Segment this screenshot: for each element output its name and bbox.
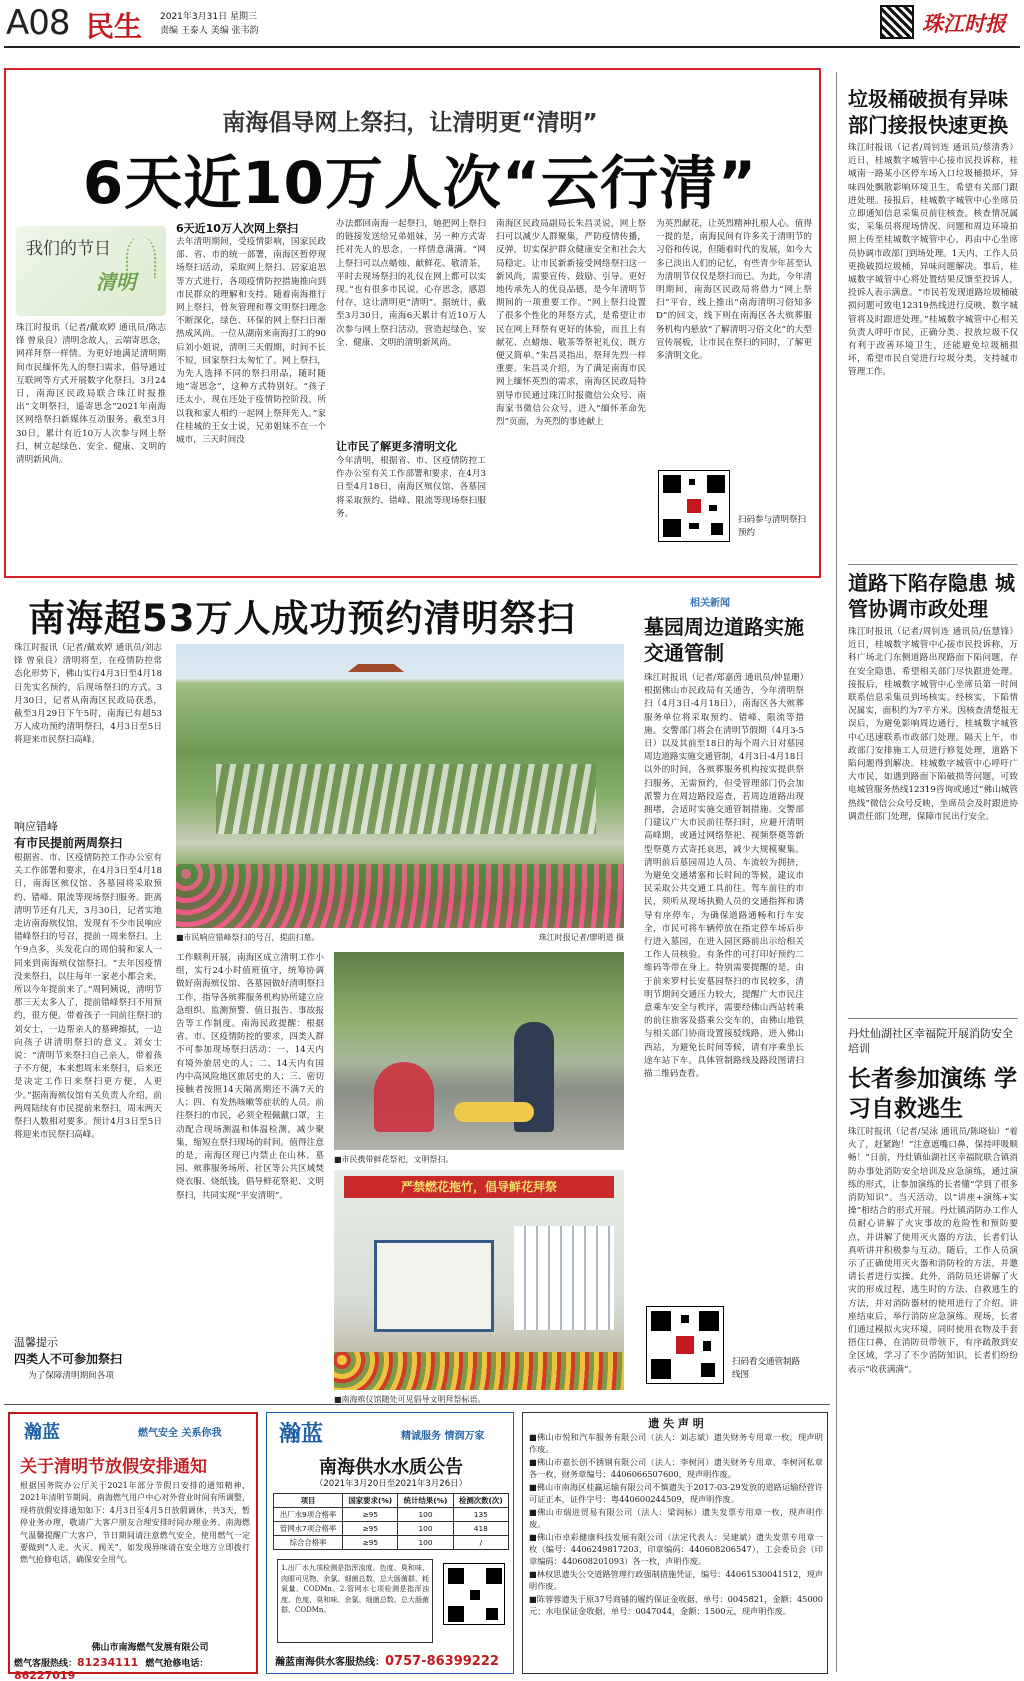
feature-headline: 6天近10万人次“云行清” (82, 149, 758, 217)
festival-logo (16, 226, 166, 316)
water-table-cell: ≥95 (343, 1522, 398, 1536)
related-news-title: 墓园周边道路实施交通管制 (644, 615, 804, 665)
gas-body: 根据国务院办公厅关于2021年部分节假日安排的通知精神，2021年清明节期间，南海燃气用户中心对外营业时间有所调整，现将放假安排通知如下：4月3日至4月5日放假调休，共3天，暂停业务办理，敬请广大客户朋友合理安排时间办理业务。南海燃气温馨提醒广大客户，节日期间请注意燃气安全，使用燃气一定要做到“人走、火灭、阀关”，如发现异味请在安全地方立即拨打燃气抢修电话，确保安全用气。 (20, 1481, 250, 1565)
water-table-header: 检测次数(次) (453, 1494, 508, 1508)
feature-col2: 去年清明期间，受疫情影响，国家民政部、省、市的统一部署，南海区暂停现场祭扫活动，采取网上祭扫、居家追思等方式进行，各项疫情防控措施推向到市民群众的理解和支持。随着南海推行网上祭扫，骨灰管理和尊文明祭扫理念不断深化，绿色、环保的网上祭扫日渐热成风尚。一位从湖南来南海打工的90后刘小姐说，清明三天假期，时间不长不短，回家祭扫太匆忙了。网上祭扫，为先人选择不同的祭扫用品，随时随地“寄思念”，这种方式特别好。“孩子还太小，现在还处于疫情防控阶段，所以我和家人相约一起网上祭拜先人。”家住桂城的王女士说，兄弟姐妹不在一个城市，三天时间没 (176, 237, 326, 446)
main-sub2: 温馨提示 (14, 1336, 58, 1349)
masthead-rule (4, 46, 1020, 48)
water-title: 南海供水水质公告 (319, 1457, 463, 1478)
photo3-caption: ■南海殡仪馆随处可见倡导文明拜祭标语。 (334, 1395, 486, 1404)
traffic-qr-code[interactable] (646, 1306, 724, 1384)
water-table-cell: 100 (398, 1508, 453, 1522)
water-table-cell: 管网水7项合格率 (274, 1522, 343, 1536)
right-article2-body: 珠江时报讯（记者/周钊连 通讯员/伍慧锋）近日，桂城数字城管中心接市民投诉称，万科广场北门东侧道路出现路面下陷问题，存在安全隐患，希望相关部门尽快跟进处理。接报后，桂城数字城管中心坐席员第一时间联系信息采集员到场核实。经核实，下陷情况属实，面积约为7平方米。因核查清楚报无误后，为避免影响周边通行，桂城数字城管中心迅速联系市政部门处理。隔天上午，市政部门安排施工人员进行修复处理，道路下陷问题得到解决。桂城数字城管中心呼吁广大市民，如遇到路面下陷破损等问题，可致电城管服务热线12319咨询或通过“佛山城管热线”微信公众号反映，坐席员会及时跟进协调责任部门处理，保障市民出行安全。 (848, 627, 1018, 822)
section-name: 民生 (86, 10, 143, 43)
gas-brand: 瀚蓝 (24, 1422, 60, 1443)
water-table-cell: ≥95 (343, 1536, 398, 1550)
right-article1-title: 垃圾桶破损有异味 部门接报快速更换 (848, 87, 1008, 137)
main-col1b: 根据省、市、区疫情防控工作办公室有关工作部署和要求，在4月3日至4月18日，南海区殡仪馆、各墓园将采取预约、错峰、限流等现场祭扫服务。距离清明节还有几天，3月30日，记者实地走访南海殡仪馆，发现有不少市民响应错峰祭扫的号召，提前一周来祭扫。上午9点多，头发花白的周伯骑和家人一同来到南海殡仪馆祭扫。“去年因疫情没来祭扫，以往每年一家老小都会来，所以今年提前来了。”周阿姨说，清明节那三天太多人了，提前错峰祭扫不用预约，很方便。带着孩子一同前往祭扫的刘女士，一边帮亲人的墓碑擦拭，一边向孩子讲清明祭扫的意义。刘女士说：“清明节来祭扫自己亲人，带着孩子不方便，本来想周末来祭扫，后来还是决定工作日来祭扫更方便，人更少。”据南海殡仪馆有关负责人介绍，前两周陆续有市民提前来祭扫，周末两天祭扫人数相对要多。预计4月3日至5日将迎来市民祭扫高峰。 (14, 853, 162, 1141)
main-col2: 工作顺利开展，南海区成立清明工作小组，实行24小时值班值守，统筹协调做好南海殡仪馆、各墓园做好清明祭扫工作，指导各殡葬服务机构协所建立应急组织、监测预警、值日报告、事故报告等工作制度。南海民政提醒：根据省、市、区疫情防控的要求，四类人群不可参加现场祭扫活动：一、14天内有境外旅居史的人；二、14天内有国内中高风险地区旅居史的人；三、密切接触者按照14天隔离期还不满7天的人；四、有发热咳嗽等症状的人员。前往祭扫的市民，必须全程佩戴口罩，主动配合现场测温和体温检测，减少聚集，缩短在祭扫现场的时间。值得注意的是，南海区现已内禁止在山林、墓园、殡葬服务场所、社区等公共区域焚烧衣服、烧纸钱，倡导鲜花祭祀、文明祭扫，共同实现“平安清明”。 (176, 953, 324, 1201)
water-brand: 瀚蓝 (279, 1422, 324, 1447)
main-headline: 南海超53万人成功预约清明祭扫 (28, 597, 576, 640)
related-news-label: 相关新闻 (690, 598, 730, 609)
lost-notice-item: ■林权思遗失公交道路管理行政强制措施凭证，编号：44061530041512，现声明作废。 (529, 1569, 823, 1591)
water-table-cell: 100 (398, 1536, 453, 1550)
water-table-header: 统计结果(%) (398, 1494, 453, 1508)
water-table-row (274, 1536, 509, 1550)
right-column-divider (836, 72, 837, 1672)
main-sub2b: 四类人不可参加祭扫 (14, 1352, 123, 1366)
lost-notices (522, 1412, 828, 1674)
paper-name: 珠江时报 (922, 12, 1006, 36)
editor-line: 责编 王泰人 美编 张韦韵 (160, 26, 259, 36)
ad-strip-rule (4, 1404, 830, 1405)
feature-col2-head: 6天近10万人次网上祭扫 (176, 222, 298, 235)
feature-col3: 办法都回南海一起祭扫，她把网上祭扫的链接发送给兄弟姐妹，另一种方式寄托对先人的思念，一样情意满满。“网上祭扫可以点蜡烛、献鲜花、敬清茶，平时去现场祭扫的礼仪在网上都可以实现。”也有很多市民说，心存思念，感恩付存，这让清明更“清明”。据统计，截至3月30日，南海6天累计有近10万人次参与网上祭扫活动，营造起绿色、安全、健康、文明的清明新风尚。 (336, 219, 486, 348)
right-article3-body: 珠江时报讯（记者/吴泳 通讯员/陈晓仙）“着火了，赶紧跑！”注意遮嘴口鼻，保持呼吸顺畅！”日前，丹灶镇仙湖社区幸福院联合镇消防办事处消防安全培训及应急演练，通过演练的形式，让参加演练的长者懂“学到了很多消防知识”。当天活动，以“讲座+演练+实操”相结合的形式开展。丹灶镇消防办工作人员耐心讲解了火灾事故的危险性和预防要点，并讲解了使用灭火器的方法，长者们认真听讲并积极参与互动。随后，工作人员演示了正确使用灭火器和消防栓的方法，并邀请长者进行实操。此外，消防员还讲解了火灾的形成过程、逃生时的方法、自救逃生的方法，并对消防器材的使用进行了介绍。讲座结束后，举行消防应急演练。现场，长者们通过模拟火灾环境，同时使用衣物及手套捂住口鼻，在消防员带领下，有序疏散到安全区域，学习了不少消防知识，长者们纷纷表示“收获满满”。 (848, 1127, 1018, 1375)
water-table-cell: ≥95 (343, 1508, 398, 1522)
feature-qr-caption: 扫码参与清明祭扫预约 (738, 515, 807, 538)
banner-text: 严禁燃花拖竹，倡导鲜花拜祭 (344, 1176, 614, 1198)
page-number: A08 (6, 3, 70, 43)
right-article2-title: 道路下陷存隐患 城管协调市政处理 (848, 571, 1015, 621)
lost-notice-item: ■佛山市南海区桂赢运输有限公司不慎遗失于2017-03-29发放的道路运输经营许可证正本，证件字号：粤440600244509，现声明作废。 (529, 1482, 823, 1504)
main-sub1: 响应错峰 (14, 820, 58, 833)
water-quality-table (273, 1493, 509, 1550)
feature-col1: 珠江时报讯（记者/戴欢婷 通讯员/陈志锋 曾泉良）清明念故人，云端寄思念，网祥拜祭一样情。为更好地满足清明期间市民缅怀先人的祭扫需求，倡导通过互联网等方式开展数字化祭扫。3月24日，南海区民政局联合珠江时报推出“文明祭扫，遥寄思念”2021年南海区网络祭扫新媒体互动服务。截至3月30日，累计有近10万人次参与网上祭扫，树立起绿色、安全、健康、文明的清明新风尚。 (16, 323, 166, 466)
lost-notices-title: 遗 失 声 明 (648, 1417, 704, 1430)
water-table-row (274, 1522, 509, 1536)
cemetery-photo (176, 644, 624, 928)
photo1-credit: 珠江时报记者/廖明道 摄 (538, 933, 624, 942)
water-hotline-label: 瀚蓝南海供水客服热线： (275, 1657, 385, 1668)
water-table-header: 项目 (274, 1494, 343, 1508)
lost-notice-item: ■佛山市嘉长创不锈钢有限公司（法人：李树河）遗失财务专用章、李树河私章各一枚，财务章编号：4406066507600，现声明作废。 (529, 1457, 823, 1479)
traffic-qr-caption: 扫码看交通管制路线图 (732, 1357, 801, 1380)
gas-slogan: 燃气安全 关系你我 (138, 1428, 222, 1439)
lost-notice-item: ■陈蓉蓉遗失于原37号商铺的履约保证金收据，单号：0045821，金额：45000元；水电保证金收据，单号：0047044，金额：1500元，现声明作废。 (529, 1594, 823, 1616)
water-table-cell: 出厂水9项合格率 (274, 1508, 343, 1522)
masthead-logo-icon (880, 5, 914, 39)
lost-notices-list (529, 1431, 823, 1671)
gas-hotline (14, 1656, 256, 1681)
water-table-cell: 135 (453, 1508, 508, 1522)
feature-col3-head: 让市民了解更多清明文化 (336, 440, 457, 453)
feature-col4: 南海区民政局副局长朱昌灵说，网上祭扫可以减少人群聚集，严防疫情传播，反弹，切实保护群众健康安全和社会大局稳定。让市民新新接受网络祭扫这一新风尚，需要宣传、鼓励、引导。更好地传承先人的优良品德，是今年清明节期间的一项重要工作。“网上祭扫设置了很多个性化的拜祭方式，是希望让市民在网上拜祭有更好的体验，而且上有献花、点蜡烛、敬茶等祭祀礼仪，既方便又简单。”朱昌灵指出，祭拜先烈一样重要。朱昌灵介绍，为了满足南海市民网上缅怀英烈的需求，南海区民政局特别导市民通过珠江时报微信公众号、南海家书微信公众号，进入“缅怀革命先烈”页面，为英烈的事迹献上 (496, 219, 646, 428)
willow-icon (126, 236, 156, 278)
water-table-header: 国家要求(%) (343, 1494, 398, 1508)
water-hotline (275, 1653, 511, 1669)
water-quality-ad (266, 1412, 514, 1674)
gas-hotline-number: 81234111 (77, 1656, 139, 1669)
main-col1c: 为了保障清明期间各项 (28, 1371, 114, 1381)
right-article1-body: 珠江时报讯（记者/周钊连 通讯员/蔡清秀）近日，桂城数字城管中心接市民投诉称，桂城南一路某小区停车场入口垃圾桶损坏，异味四处飘散影响环境卫生，希望有关部门跟进处理。接报后，桂城数字城管中心坐席员立即通知信息采集员前往核查。核查情况属实，采集员将现场情况、问题和周边环境拍照上传至桂城数字城管中心，再由中心坐席员协调市政部门到场处理。1天内，工作人员更换破损垃圾桶，异味问题解决。事后，桂城数字城管中心将处置结果反馈至投诉人，投诉人表示满意。“市民若发现道路垃圾桶破损问题可致电12319热线进行反映，数字城管将及时跟进处理。”桂城数字城管中心相关负责人呼吁市民，正确分类、投放垃圾不仅有利于改善环境卫生，还能避免垃圾桶损坏，希望市民自觉进行垃圾分类，支持城市管理工作。 (848, 143, 1018, 378)
right-article3-title: 长者参加演练 学习自救逃生 (848, 1066, 1018, 1122)
water-table-cell: 418 (453, 1522, 508, 1536)
water-table-cell: 综合合格率 (274, 1536, 343, 1550)
pavilion-icon (348, 646, 404, 672)
flower-visitors-photo (334, 952, 624, 1150)
feature-kicker: 南海倡导网上祭扫，让清明更“清明” (222, 110, 598, 136)
water-table-cell: 100 (398, 1522, 453, 1536)
date-line: 2021年3月31日 星期三 (160, 12, 257, 22)
slogan-banner-photo (334, 1170, 624, 1390)
water-period: （2021年3月20日至2021年3月26日） (314, 1479, 468, 1489)
gas-hotline-label: 燃气客服热线： (14, 1659, 78, 1669)
gas-repair-number: 86227019 (14, 1669, 76, 1681)
lost-notice-item: ■佛山市悦和汽车服务有限公司（法人：刘志斌）遗失财务专用章一枚，现声明作废。 (529, 1432, 823, 1454)
main-col1: 珠江时报讯（记者/戴欢婷 通讯员/刘志锋 曾泉良）清明将至，在疫情防控常态化形势下，佛山实行4月3日至4月18日先实名预约，后现场祭扫的方式。3月30日，记者从南海区民政局获悉，截至3月29日下午5时，南海已有超53万人成功预约清明祭扫，4月3日至5日将迎来市民祭扫高峰。 (14, 643, 162, 746)
related-news-body: 珠江时报讯（记者/郑嘉茵 通讯员/钟显珊）根据佛山市民政局有关通告，今年清明祭扫（4月3日-4月18日），南海区各大殡葬服务单位将采取预约、错峰、限流等措施。交警部门将会在清明节假期（4月3-5日）以及其前至18日的每个周六日对墓园周边道路实施交通管制，4月3日-4月18日以外的时间，各殡葬服务机构按实提供祭扫服务，无需预约，但受管理部门仍会加派警力在周边路段巡查，若周边道路出现拥堵，会适时实施交通管制措施。交警部门建议广大市民前往祭扫时，应避开清明高峰期，或通过网络祭祀、视频祭奠等新型祭奠方式寄托哀思，减少大规模聚集。清明前后墓园周边人员、车流较为拥挤，为避免交通堵塞和长时间的等候，建议市民采取公共交通工具前往。驾车前往的市民，须听从现场执勤人员的交通指挥和诱导有序停车，为确保道路通畅和行车安全，市民可将车辆停放在指定停车场后步行进入墓园，在进入园区路前出示给相关工作人员核验。有条件的可打印好预约二维码等带在身上。特别需要提醒的是，由于前来罗村长安墓园祭扫的市民较多，清明节期间交通压力较大，提醒广大市民注意乘车安全与秩序，需要经佛山西站转乘的前往旅客及搭乘公交车的，由佛山地铁与相关部门协商设置接驳线路，进入佛山西站，为避免长时间等候，请有序乘坐长途车站下车。具体管制路线及路段图请扫描二维码查看。 (644, 673, 804, 1080)
photo1-caption: ■市民响应错峰祭扫的号召，提前扫墓。 (176, 933, 320, 942)
gas-notice-ad (8, 1412, 258, 1681)
festival-logo-text: 我们的节日 (26, 239, 111, 259)
lost-notice-item: ■佛山市瑞进贸易有限公司（法人：梁润标）遗失发票专用章一枚，现声明作废。 (529, 1507, 823, 1529)
water-note: 1.出厂水九项检测是指浑浊度、色度、臭和味、肉眼可见物、余氯、细菌总数、总大肠菌群、耗氧量、CODMn。2.管网水七项检测是指浑浊度、色度、臭和味、余氯、细菌总数、总大肠菌群、CODMn。 (277, 1559, 433, 1643)
water-table-cell: / (453, 1536, 508, 1550)
feature-col3b: 今年清明，根据省、市、区疫情防控工作办公室有关工作部署和要求，在4月3日至4月18日，南海区殡仪馆、各墓园将采取预约、错峰、限流等现场祭扫服务。 (336, 456, 486, 519)
main-sub1b: 有市民提前两周祭扫 (14, 836, 123, 850)
gas-repair-label: 燃气抢修电话： (145, 1659, 209, 1669)
photo2-caption: ■市民携带鲜花祭祀，文明祭扫。 (334, 1155, 454, 1164)
gas-title: 关于清明节放假安排通知 (20, 1457, 207, 1477)
feature-qr-code[interactable] (658, 470, 730, 542)
festival-logo-sub: 清明 (96, 270, 136, 294)
gas-company: 佛山市南海燃气发展有限公司 (91, 1643, 209, 1653)
water-slogan: 精诚服务 情润万家 (401, 1431, 485, 1442)
feature-col5: 为英烈献花，让英烈精神扎根人心。值得一提的是，南海民间有许多关于清明节的习俗和传说，但随着时代的发展，如今大多已淡出人们的记忆，有些青少年甚至认为清明节仅仅是祭扫而已。为此，今年清明期间，南海区民政局将借力“网上祭扫”平台，线上推出“南海清明习俗知多D”的回文，线下则在南海区各大殡葬服务机构内悬放“了解清明习俗文化”的大型宣传展板，让市民在祭扫的同时，了解更多清明文化。 (656, 219, 812, 362)
water-hotline-number: 0757-86399222 (385, 1654, 499, 1669)
water-table-row (274, 1508, 509, 1522)
water-qr-code[interactable] (443, 1563, 505, 1625)
lost-notice-item: ■佛山市卓彩健康科技发展有限公司（法定代表人：吴建斌）遗失发票专用章一枚（编号：4406249817203，印章编码：440608206547），工会委员会（印章编码：440608201093）各一枚，声明作废。 (529, 1532, 823, 1566)
right-article3-kicker: 丹灶仙湖社区幸福院开展消防安全培训 (848, 1027, 1013, 1055)
